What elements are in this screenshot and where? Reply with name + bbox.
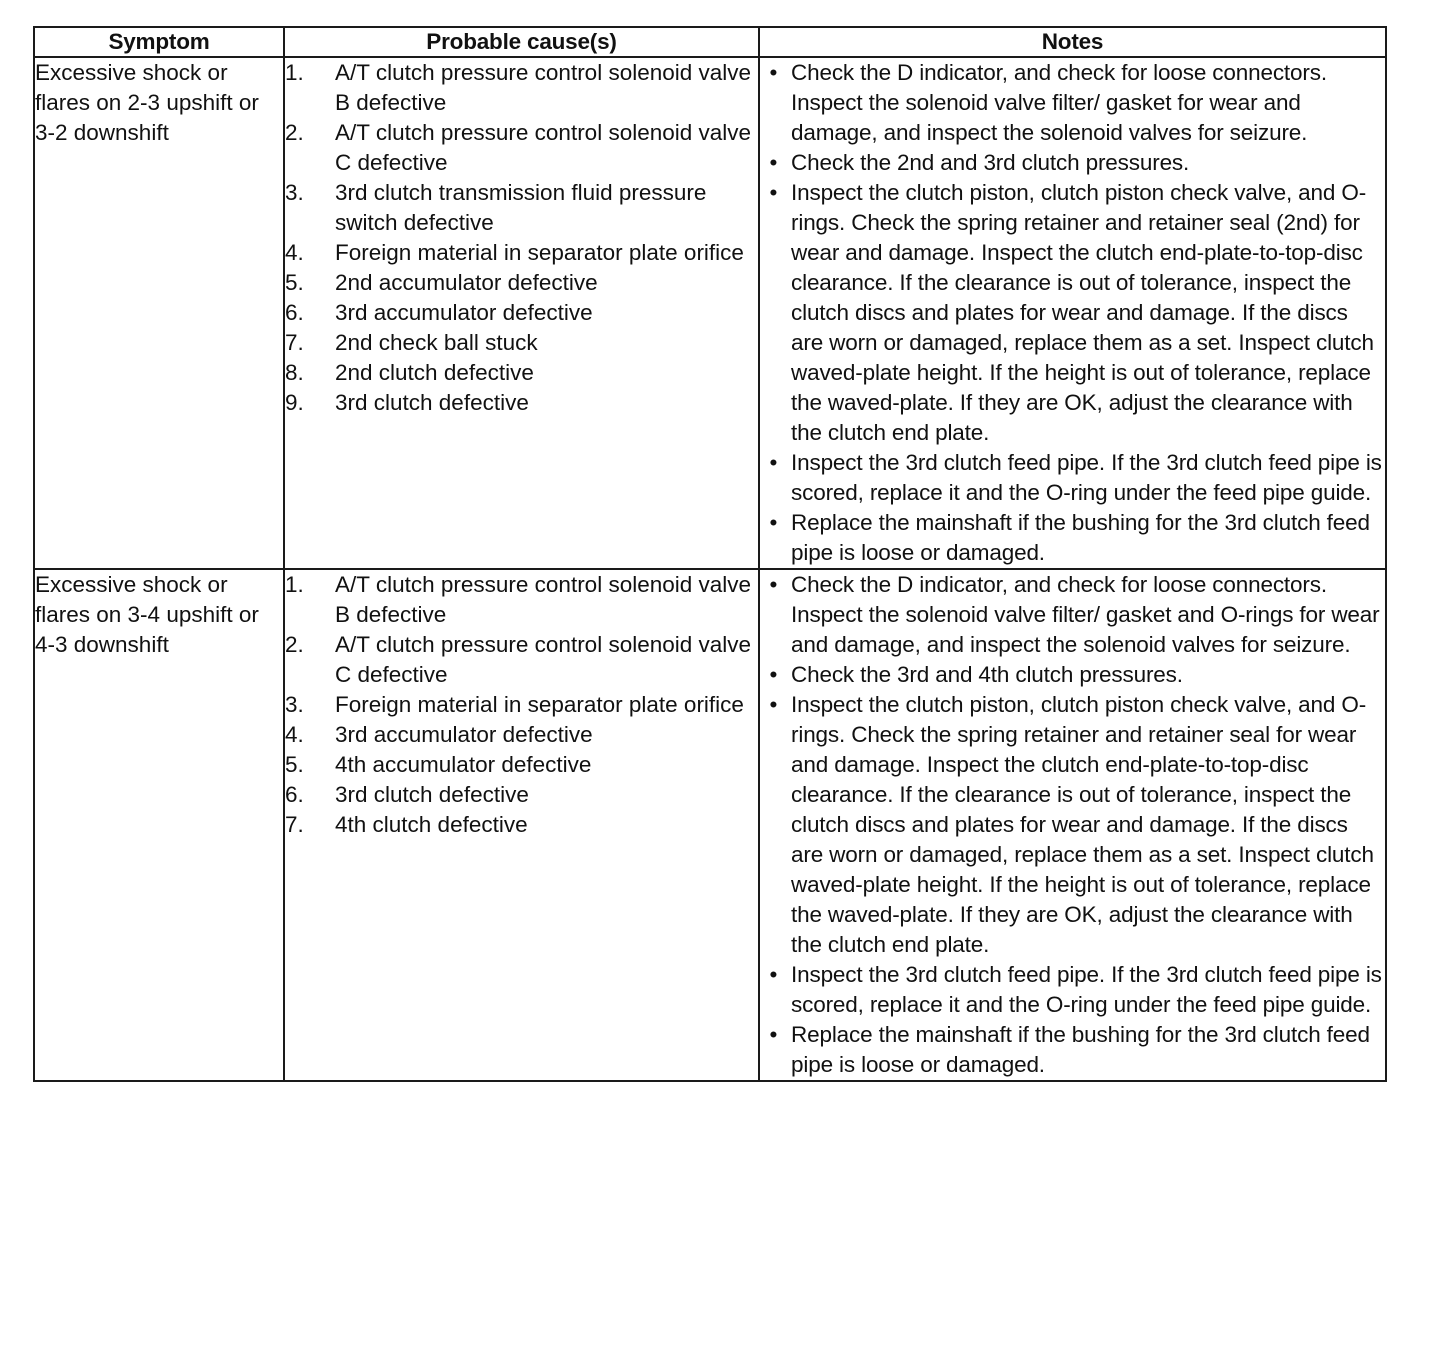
cause-item xyxy=(285,750,758,780)
cause-number: 1. xyxy=(285,572,304,597)
cause-number: 2. xyxy=(285,120,304,145)
note-item xyxy=(760,58,1385,148)
table-row xyxy=(34,57,1386,569)
table-row xyxy=(34,569,1386,1081)
bullet-icon: • xyxy=(769,510,778,535)
cause-number: 6. xyxy=(285,300,304,325)
note-text: Check the D indicator, and check for loose connectors. Inspect the solenoid valve filter/ gasket for wear and damage, and inspect the solenoid valves for seizure. xyxy=(791,60,1327,145)
cause-number: 5. xyxy=(285,270,304,295)
bullet-icon: • xyxy=(769,180,778,205)
header-notes: Notes xyxy=(759,27,1386,57)
cause-text: A/T clutch pressure control solenoid valve B defective xyxy=(335,60,752,115)
bullet-icon: • xyxy=(769,572,778,597)
note-text: Inspect the 3rd clutch feed pipe. If the 3rd clutch feed pipe is scored, replace it and the O-ring under the feed pipe guide. xyxy=(791,962,1382,1017)
cause-number: 7. xyxy=(285,812,304,837)
note-item xyxy=(760,508,1385,568)
cause-text: 3rd accumulator defective xyxy=(335,722,593,747)
cause-number: 3. xyxy=(285,692,304,717)
cause-item xyxy=(285,118,758,178)
cause-number: 4. xyxy=(285,722,304,747)
cause-number: 2. xyxy=(285,632,304,657)
cause-item xyxy=(285,238,758,268)
cause-item xyxy=(285,178,758,238)
cause-text: 2nd clutch defective xyxy=(335,360,534,385)
note-text: Inspect the clutch piston, clutch piston check valve, and O-rings. Check the spring retainer and retainer seal (2nd) for wear and damage. Inspect the clutch end-plate-to-top-disc clearance. If the clearance is out of tolerance, inspect the clutch discs and plates for wear and damage. If the discs are worn or damaged, replace them as a set. Inspect clutch waved-plate height. If the height is out of tolerance, replace the waved-plate. If they are OK, adjust the clearance with the clutch end plate. xyxy=(791,180,1374,445)
cause-text: 3rd clutch defective xyxy=(335,390,529,415)
cause-list xyxy=(285,58,758,418)
note-list xyxy=(760,570,1385,1080)
note-text: Check the 2nd and 3rd clutch pressures. xyxy=(791,150,1190,175)
troubleshooting-page xyxy=(33,26,1385,1082)
note-item xyxy=(760,1020,1385,1080)
cause-text: A/T clutch pressure control solenoid valve C defective xyxy=(335,632,752,687)
cause-text: 3rd clutch defective xyxy=(335,782,529,807)
symptom-cell: Excessive shock or flares on 2-3 upshift or 3-2 downshift xyxy=(34,57,284,569)
cause-item xyxy=(285,810,758,840)
header-row xyxy=(34,27,1386,57)
note-item xyxy=(760,570,1385,660)
cause-list xyxy=(285,570,758,840)
note-list xyxy=(760,58,1385,568)
cause-item xyxy=(285,630,758,690)
bullet-icon: • xyxy=(769,1022,778,1047)
cause-number: 9. xyxy=(285,390,304,415)
cause-item xyxy=(285,328,758,358)
causes-cell xyxy=(284,569,759,1081)
note-item xyxy=(760,448,1385,508)
cause-text: 2nd check ball stuck xyxy=(335,330,538,355)
cause-number: 5. xyxy=(285,752,304,777)
note-text: Inspect the clutch piston, clutch piston check valve, and O-rings. Check the spring retainer and retainer seal for wear and damage. Inspect the clutch end-plate-to-top-disc clearance. If the clearance is out of tolerance, inspect the clutch discs and plates for wear and damage. If the discs are worn or damaged, replace them as a set. Inspect clutch waved-plate height. If the height is out of tolerance, replace the waved-plate. If they are OK, adjust the clearance with the clutch end plate. xyxy=(791,692,1374,957)
cause-number: 4. xyxy=(285,240,304,265)
cause-item xyxy=(285,58,758,118)
header-symptom: Symptom xyxy=(34,27,284,57)
cause-text: A/T clutch pressure control solenoid valve C defective xyxy=(335,120,752,175)
header-probable-causes: Probable cause(s) xyxy=(284,27,759,57)
bullet-icon: • xyxy=(769,692,778,717)
note-item xyxy=(760,960,1385,1020)
bullet-icon: • xyxy=(769,150,778,175)
note-item xyxy=(760,178,1385,448)
note-item xyxy=(760,148,1385,178)
notes-cell xyxy=(759,57,1386,569)
cause-number: 7. xyxy=(285,330,304,355)
symptom-cell: Excessive shock or flares on 3-4 upshift or 4-3 downshift xyxy=(34,569,284,1081)
cause-number: 3. xyxy=(285,180,304,205)
note-text: Replace the mainshaft if the bushing for the 3rd clutch feed pipe is loose or damaged. xyxy=(791,510,1370,565)
cause-text: Foreign material in separator plate orifice xyxy=(335,240,744,265)
note-item xyxy=(760,690,1385,960)
cause-text: 3rd accumulator defective xyxy=(335,300,593,325)
cause-text: 4th clutch defective xyxy=(335,812,528,837)
bullet-icon: • xyxy=(769,962,778,987)
cause-text: 2nd accumulator defective xyxy=(335,270,598,295)
bullet-icon: • xyxy=(769,60,778,85)
cause-item xyxy=(285,358,758,388)
cause-text: 3rd clutch transmission fluid pressure switch defective xyxy=(335,180,707,235)
causes-cell xyxy=(284,57,759,569)
cause-item xyxy=(285,570,758,630)
cause-item xyxy=(285,780,758,810)
cause-item xyxy=(285,720,758,750)
cause-item xyxy=(285,388,758,418)
cause-number: 8. xyxy=(285,360,304,385)
cause-text: A/T clutch pressure control solenoid valve B defective xyxy=(335,572,752,627)
cause-item xyxy=(285,298,758,328)
bullet-icon: • xyxy=(769,662,778,687)
cause-item xyxy=(285,268,758,298)
note-text: Check the D indicator, and check for loose connectors. Inspect the solenoid valve filter/ gasket and O-rings for wear and damage, and inspect the solenoid valves for seizure. xyxy=(791,572,1380,657)
note-text: Replace the mainshaft if the bushing for the 3rd clutch feed pipe is loose or damaged. xyxy=(791,1022,1370,1077)
note-text: Inspect the 3rd clutch feed pipe. If the 3rd clutch feed pipe is scored, replace it and the O-ring under the feed pipe guide. xyxy=(791,450,1382,505)
bullet-icon: • xyxy=(769,450,778,475)
cause-number: 1. xyxy=(285,60,304,85)
notes-cell xyxy=(759,569,1386,1081)
cause-text: Foreign material in separator plate orifice xyxy=(335,692,744,717)
cause-text: 4th accumulator defective xyxy=(335,752,592,777)
cause-item xyxy=(285,690,758,720)
cause-number: 6. xyxy=(285,782,304,807)
note-text: Check the 3rd and 4th clutch pressures. xyxy=(791,662,1183,687)
troubleshooting-table xyxy=(33,26,1387,1082)
note-item xyxy=(760,660,1385,690)
